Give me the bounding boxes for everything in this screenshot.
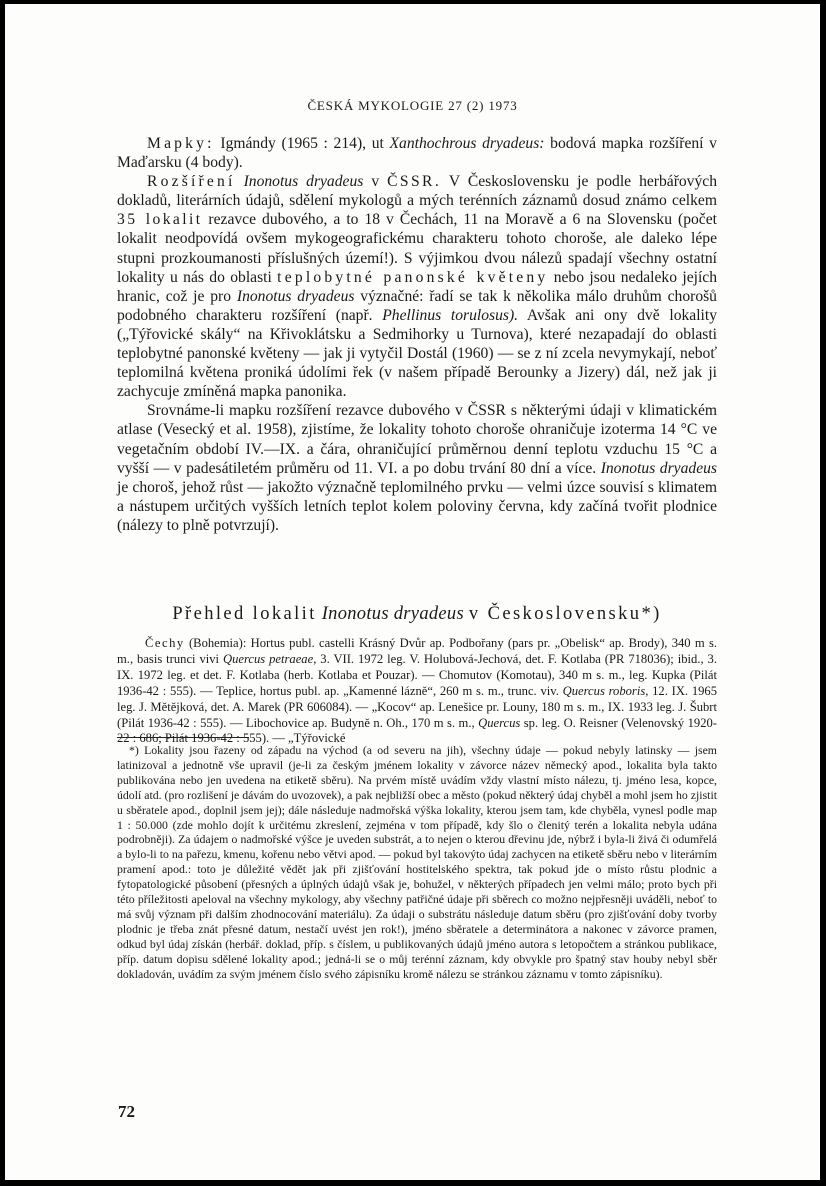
species-name: Xanthochrous dryadeus: (389, 135, 545, 152)
species-name: Inonotus dryadeus (236, 287, 355, 305)
species-name: Quercus roboris, (562, 683, 649, 698)
page-number: 72 (118, 1102, 135, 1121)
paragraph-climate (117, 401, 717, 535)
species-name: Inonotus dryadeus (321, 604, 464, 624)
climate-text: Srovnáme-li mapku rozšíření rezavce dubového v ČSSR s některými údaji v klimatickém atlase (Vesecký et al. 1958), zjistíme, že lokality tohoto choroše ohraničuje izoterma 14 °C ve vegetačním období IV.—IX. a čára, ohraničující průměrnou denní teplotu vzduchu 15 °C a vyšší — v padesátiletém průměru od 11. VI. a po dobu trvání 80 dní a více. (117, 402, 717, 477)
paragraph-distribution (117, 172, 717, 401)
locality-text: (Bohemia): Hortus publ. castelli Krásný Dvůr ap. Podbořany (pars pr. „Obelisk“ ap. Brody), 340 m s. m., basis trunci vivi (117, 636, 717, 666)
region-label: Čechy (145, 636, 185, 650)
distribution-text: Avšak ani ony dvě lokality („Týřovické skály“ na Křivoklátsku a Sedmihorky u Turnova), které nezapadají do oblasti teplobytné panonské květeny — jak ji vytyčil Dostál (1960) — se z ní zcela nevymykají, neboť teplomilná květena proniká údolími řek (v našem případě Berounky a Jizery) dál, než jak ji zachycuje zmíněná mapka panonika. (117, 306, 718, 401)
country-abbrev: ČSSR. (387, 173, 442, 191)
species-name: Phellinus torulosus). (382, 306, 519, 324)
distribution-text: v (363, 173, 388, 191)
distribution-label: Rozšíření (147, 173, 236, 191)
maps-label: Mapky: (147, 135, 215, 152)
distribution-text: význačné: řadí se tak k několika málo druhům chorošů podobného charakteru rozšíření (např. (117, 287, 717, 324)
distribution-text: rezavce dubového, a to 18 v Čechách, 11 na Moravě a 6 na Slovensku (počet lokalit neodpovídá ovšem mykogeografickému charakteru tohoto choroše, ale daleko lépe stupni prozkoumanosti příslušných území!). S výjimkou dvou nálezů spadají všechny ostatní lokality u nás do oblasti (117, 211, 717, 286)
section-title-text: Přehled lokalit (172, 604, 317, 624)
maps-text-a: Igmándy (1965 : 214), ut (214, 135, 390, 152)
species-name: Inonotus dryadeus (243, 173, 364, 191)
locality-count: 35 lokalit (117, 211, 203, 229)
locality-text: sp. leg. O. Reisner (Velenovský 1920-22 : 686; Pilát 1936-42 : 555). — „Týřovické (117, 715, 717, 746)
species-name: Quercus petraeae, (223, 651, 317, 666)
locality-text: 12. IX. 1965 leg. J. Mětějková, det. A. Marek (PR 606084). — „Kocov“ ap. Lenešice pr. Louny, 180 m s. m., IX. 1933 leg. J. Šubrt (Pilát 1936-42 : 555). — Libochovice ap. Budyně n. Oh., 170 m s. m., (117, 683, 718, 730)
species-name: Quercus (478, 715, 521, 730)
section-title (117, 604, 717, 625)
footnote (117, 743, 717, 982)
running-header: ČESKÁ MYKOLOGIE 27 (2) 1973 (307, 98, 518, 113)
maps-text-b: bodová mapka rozšíření v Maďarsku (4 body). (117, 135, 717, 172)
footnote-rule (117, 737, 249, 738)
distribution-text: V Československu je podle herbářových dokladů, literárních údajů, sdělení mykologů a mých terénních záznamů dosud známo celkem (117, 173, 717, 210)
flora-term: teplobytné panonské květeny (277, 268, 549, 286)
locality-list (117, 636, 717, 747)
paragraph-maps (117, 134, 717, 172)
main-text (117, 134, 717, 535)
distribution-text: nebo jsou nedaleko jejích hranic, což je pro (117, 268, 717, 305)
species-name: Inonotus dryadeus (600, 459, 717, 477)
section-title-text: v Československu*) (468, 604, 662, 624)
locality-text: 3. VII. 1972 leg. V. Holubová-Jechová, det. F. Kotlaba (PR 718036); ibid., 3. IX. 1972 leg. et det. F. Kotlaba (herb. Kotlaba et Pouzar). — Chomutov (Komotau), 340 m s. m., leg. Kupka (Pilát 1936-42 : 555). — Teplice, hortus publ. ap. „Kamenné lázně“, 260 m s. m., trunc. viv. (117, 651, 718, 698)
climate-text: je choroš, jehož růst — jakožto význačně teplomilného prvku — velmi úzce souvisí s klimatem a nástupem určitých vyšších letních teplot kolem poloviny června, kdy začíná tvořit plodnice (nálezy to plně potvrzují). (117, 478, 717, 534)
page (5, 4, 820, 1180)
footnote-text: *) Lokality jsou řazeny od západu na východ (a od severu na jih), všechny údaje — pokud nebyly latinsky — jsem latinizoval a jednotně vše upravil (je-li za českým jménem lokality v závorce název německý apod., lokalita byla takto publikována nebo jen uvedena na etiketě sběru). Na prvém místě uvádím vždy vlastní místo nálezu, tj. jméno lesa, kopce, údolí atd. (pro rozlišení je dávám do uvozovek), a pak nejbližší obec a město (pokud některý údaj chyběl a mohl jsem ho zjistit u sběratele apod., doplnil jsem jej); dále následuje nadmořská výška lokality, kterou jsem tam, kde chyběla, vynesl podle map 1 : 50.000 (zde mohlo dojít k určitému zkreslení, zejména v tom případě, kdy šlo o členitý terén a lokalita nebyla udána podrobněji). Za údajem o nadmořské výšce je uveden substrát, a to nejen o kterou dřevinu jde, nýbrž i byla-li živá či odumřelá a bylo-li to na pařezu, kmenu, kořenu nebo větvi apod. — pokud byl takovýto údaj zachycen na etiketě sběru nebo v literárním pramení apod.: toto je důležité vědět jak při zjišťování hostitelského spektra, tak pokud jde o místo růstu plodnic a fytopatologické působení (přesných a úplných údajů však je, bohužel, v některých případech jen velmi málo; proto bych při této příležitosti apeloval na všechny mykology, aby všechny patřičné údaje při sběrech co možno nejpřesněji uváděli, neboť to má svůj význam při dalším zhodnocování materiálu). Za údaji o substrátu následuje datum sběru (pro zjišťování doby tvorby plodnic je třeba znát přesné datum, nestačí uvést jen rok!), jméno sběratele a determinátora a nakonec v závorce pramen, odkud byl údaj získán (herbář. doklad, příp. s číslem, u publikovaných údajů jméno autora s letopočtem a stránkou publikace, příp. datum dopisu sdělené lokality apod.; jedná-li se o můj terénní záznam, kdy obvykle pro špatný stav houby nebyl sběr dokladován, uvádím za svým jménem číslo svého zápisníku kromě nálezu se stránkou záznamu v tomto zápisníku). (117, 743, 717, 981)
